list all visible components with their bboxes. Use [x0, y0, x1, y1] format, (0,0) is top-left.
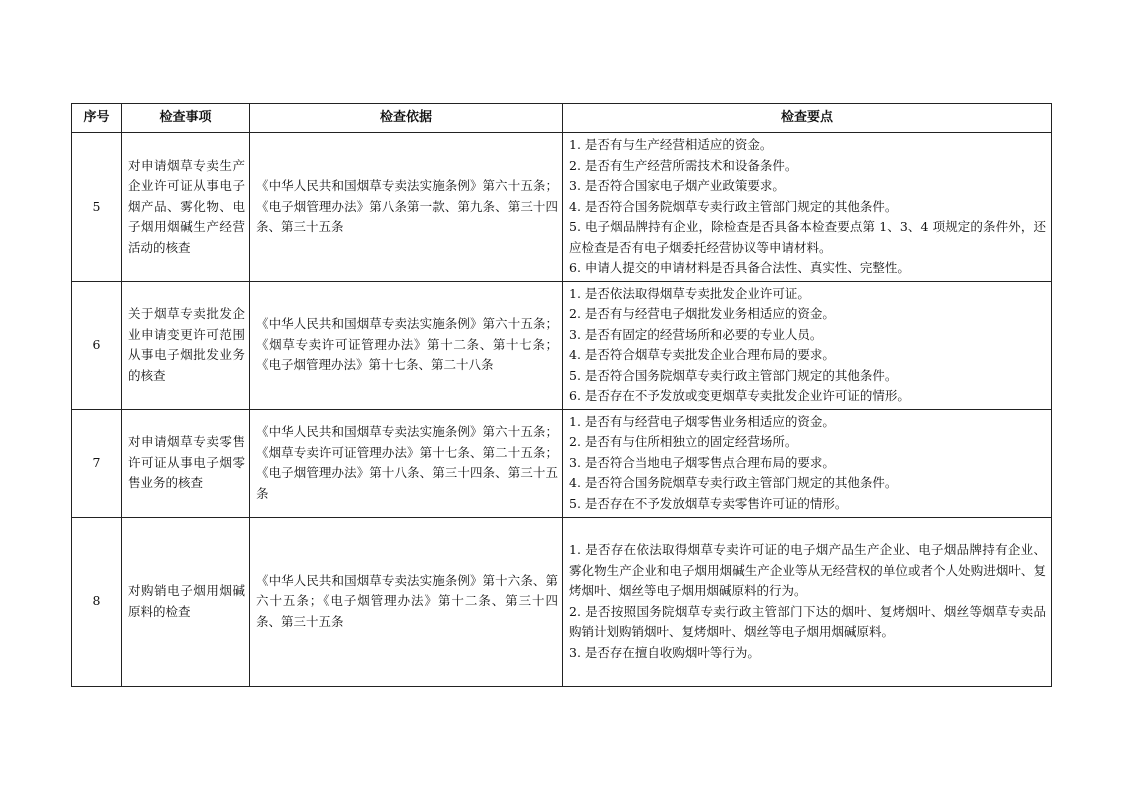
- header-points: 检查要点: [563, 104, 1052, 133]
- row-basis: 《中华人民共和国烟草专卖法实施条例》第六十五条；《烟草专卖许可证管理办法》第十二条、第十七条；《电子烟管理办法》第十七条、第二十八条: [250, 281, 563, 409]
- check-point: 2. 是否有生产经营所需技术和设备条件。: [569, 157, 798, 173]
- row-points: [563, 517, 1052, 686]
- check-point: 1. 是否存在依法取得烟草专卖许可证的电子烟产品生产企业、电子烟品牌持有企业、雾化物生产企业和电子烟用烟碱生产企业等从无经营权的单位或者个人处购进烟叶、复烤烟叶、烟丝等电子烟用烟碱原料的行为。: [569, 542, 1046, 598]
- header-basis: 检查依据: [250, 104, 563, 133]
- check-point: 1. 是否依法取得烟草专卖批发企业许可证。: [569, 285, 810, 301]
- check-point: 3. 是否存在擅自收购烟叶等行为。: [569, 644, 760, 660]
- check-point: 5. 是否存在不予发放烟草专卖零售许可证的情形。: [569, 495, 848, 511]
- row-item: 关于烟草专卖批发企业申请变更许可范围从事电子烟批发业务的核查: [122, 281, 250, 409]
- table-row: [72, 133, 1052, 282]
- row-points: [563, 409, 1052, 517]
- row-basis: 《中华人民共和国烟草专卖法实施条例》第六十五条；《烟草专卖许可证管理办法》第十七条、第二十五条；《电子烟管理办法》第十八条、第三十四条、第三十五条: [250, 409, 563, 517]
- check-point: 4. 是否符合烟草专卖批发企业合理布局的要求。: [569, 347, 835, 362]
- inspection-table: [71, 103, 1052, 687]
- row-seq: 6: [72, 281, 122, 409]
- row-item: 对申请烟草专卖零售许可证从事电子烟零售业务的核查: [122, 409, 250, 517]
- check-point: 4. 是否符合国务院烟草专卖行政主管部门规定的其他条件。: [569, 198, 898, 214]
- table-header-row: [72, 104, 1052, 133]
- table-row: [72, 517, 1052, 686]
- check-point: 3. 是否符合国家电子烟产业政策要求。: [569, 178, 785, 193]
- row-item: 对申请烟草专卖生产企业许可证从事电子烟产品、雾化物、电子烟用烟碱生产经营活动的核查: [122, 133, 250, 282]
- check-point: 4. 是否符合国务院烟草专卖行政主管部门规定的其他条件。: [569, 475, 898, 491]
- row-basis: 《中华人民共和国烟草专卖法实施条例》第六十五条；《电子烟管理办法》第八条第一款、第九条、第三十四条、第三十五条: [250, 133, 563, 282]
- header-seq: 序号: [72, 104, 122, 133]
- check-point: 5. 电子烟品牌持有企业，除检查是否具备本检查要点第 1、3、4 项规定的条件外，还应检查是否有电子烟委托经营协议等申请材料。: [569, 219, 1046, 255]
- row-seq: 7: [72, 409, 122, 517]
- check-point: 3. 是否符合当地电子烟零售点合理布局的要求。: [569, 454, 835, 470]
- table-row: [72, 281, 1052, 409]
- row-seq: 5: [72, 133, 122, 282]
- check-point: 1. 是否有与生产经营相适应的资金。: [569, 137, 773, 152]
- check-point: 6. 是否存在不予发放或变更烟草专卖批发企业许可证的情形。: [569, 388, 910, 403]
- row-points: [563, 133, 1052, 282]
- table-row: [72, 409, 1052, 517]
- row-points: [563, 281, 1052, 409]
- check-point: 2. 是否按照国务院烟草专卖行政主管部门下达的烟叶、复烤烟叶、烟丝等烟草专卖品购销计划购销烟叶、复烤烟叶、烟丝等电子烟用烟碱原料。: [569, 603, 1046, 639]
- header-item: 检查事项: [122, 104, 250, 133]
- row-item: 对购销电子烟用烟碱原料的检查: [122, 517, 250, 686]
- row-seq: 8: [72, 517, 122, 686]
- check-point: 1. 是否有与经营电子烟零售业务相适应的资金。: [569, 413, 835, 429]
- check-point: 2. 是否有与住所相独立的固定经营场所。: [569, 434, 798, 450]
- check-point: 2. 是否有与经营电子烟批发业务相适应的资金。: [569, 306, 835, 321]
- check-point: 3. 是否有固定的经营场所和必要的专业人员。: [569, 326, 823, 342]
- row-basis: 《中华人民共和国烟草专卖法实施条例》第十六条、第六十五条；《电子烟管理办法》第十二条、第三十四条、第三十五条: [250, 517, 563, 686]
- check-point: 6. 申请人提交的申请材料是否具备合法性、真实性、完整性。: [569, 260, 910, 275]
- check-point: 5. 是否符合国务院烟草专卖行政主管部门规定的其他条件。: [569, 367, 898, 383]
